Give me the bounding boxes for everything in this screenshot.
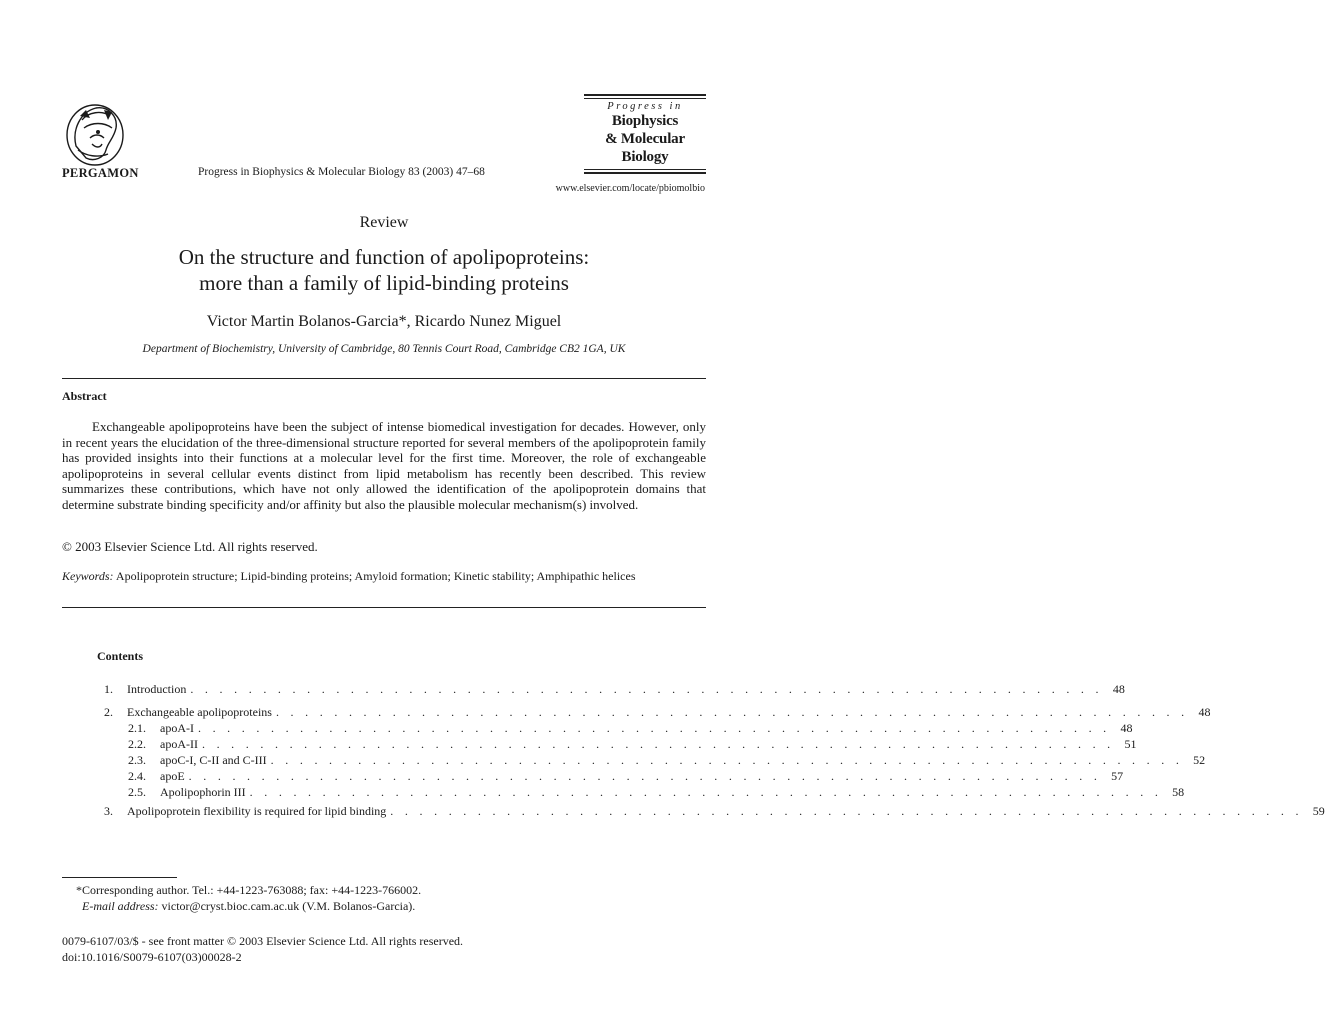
article-type: Review [359,214,409,231]
toc-entry[interactable] [97,705,1211,721]
pergamon-logo [62,98,128,168]
affiliation: Department of Biochemistry, University of Cambridge, 80 Tennis Court Road, Cambridge CB2 1GA, UK [142,343,626,355]
toc-entry[interactable] [97,721,1133,737]
toc-number: 2.1. [128,721,146,735]
journal-box-rule [584,98,706,99]
toc-page: 57 [1111,769,1124,783]
toc-page: 48 [1120,721,1133,735]
toc-page: 58 [1172,785,1185,799]
divider [62,378,706,379]
toc-leader: . . . . . . . . . . . . . . . . . . . . . . . . . . . . . . . . . . . . . . . . . . . . . . . . . . . . . . . . . . . . . . . [270,753,1184,767]
toc-entry[interactable] [97,682,1125,698]
toc-page: 51 [1124,737,1137,751]
toc-number: 2.5. [128,785,146,799]
toc-entry[interactable] [97,769,1124,785]
toc-title: apoE [160,769,185,783]
journal-url[interactable]: www.elsevier.com/locate/pbiomolbio [555,183,705,194]
journal-citation: Progress in Biophysics & Molecular Biology 83 (2003) 47–68 [198,166,485,178]
journal-box-rule [584,169,706,170]
journal-title-box [584,94,706,174]
keywords [62,569,706,584]
journal-box-line1: Biophysics [611,113,679,129]
toc-entry[interactable] [97,753,1206,769]
toc-title: Exchangeable apolipoproteins [127,705,272,719]
toc-page: 52 [1193,753,1206,767]
toc-title: Introduction [127,682,187,696]
toc-number: 1. [104,682,113,696]
journal-box-prefix: Progress in [607,101,683,112]
toc-leader: . . . . . . . . . . . . . . . . . . . . . . . . . . . . . . . . . . . . . . . . . . . . . . . . . . . . . . . . . . . . . . . [188,769,1102,783]
toc-leader: . . . . . . . . . . . . . . . . . . . . . . . . . . . . . . . . . . . . . . . . . . . . . . . . . . . . . . . . . . . . . . . [390,804,1303,818]
doi-line[interactable]: doi:10.1016/S0079-6107(03)00028-2 [62,950,242,964]
authors: Victor Martin Bolanos-Garcia*, Ricardo Nunez Miguel [206,313,562,330]
toc-number: 2.3. [128,753,146,767]
title-line-2: more than a family of lipid-binding proteins [199,271,569,295]
title-line-1: On the structure and function of apolipoproteins: [178,245,590,269]
toc-title: apoA-I [160,721,194,735]
toc-leader: . . . . . . . . . . . . . . . . . . . . . . . . . . . . . . . . . . . . . . . . . . . . . . . . . . . . . . . . . . . . . . . [190,682,1103,696]
contents-heading: Contents [97,649,144,663]
toc-title: apoC-I, C-II and C-III [160,753,267,767]
publisher-name: PERGAMON [62,166,139,180]
toc-page: 48 [1112,682,1125,696]
issn-line: 0079-6107/03/$ - see front matter © 2003 Elsevier Science Ltd. All rights reserved. [62,934,464,948]
footnote-rule [62,877,177,878]
toc-page: 59 [1312,804,1325,818]
email-value[interactable]: victor@cryst.bioc.cam.ac.uk (V.M. Bolanos-Garcia). [158,899,416,913]
toc-page: 48 [1198,705,1211,719]
toc-number: 2.4. [128,769,146,783]
email-label: E-mail address: [82,899,159,913]
journal-box-rule [584,172,706,174]
corresponding-author: *Corresponding author. Tel.: +44-1223-763088; fax: +44-1223-766002. [76,883,422,897]
keywords-text: Apolipoprotein structure; Lipid-binding proteins; Amyloid formation; Kinetic stability; Amphipathic helices [113,569,636,583]
keywords-label: Keywords: [62,569,114,583]
toc-title: Apolipoprotein flexibility is required for lipid binding [127,804,387,818]
toc-leader: . . . . . . . . . . . . . . . . . . . . . . . . . . . . . . . . . . . . . . . . . . . . . . . . . . . . . . . . . . . . . . . [201,737,1115,751]
toc-entry[interactable] [97,737,1137,753]
journal-box-line3: Biology [621,149,669,165]
abstract-heading: Abstract [62,389,107,403]
toc-number: 2. [104,705,113,719]
toc-number: 2.2. [128,737,146,751]
toc-title: apoA-II [160,737,198,751]
journal-box-line2: & Molecular [605,131,685,147]
toc-title: Apolipophorin III [160,785,246,799]
toc-entry[interactable] [97,804,1325,820]
toc-leader: . . . . . . . . . . . . . . . . . . . . . . . . . . . . . . . . . . . . . . . . . . . . . . . . . . . . . . . . . . . . . . . [197,721,1111,735]
author-email [82,899,415,914]
abstract-copyright: © 2003 Elsevier Science Ltd. All rights reserved. [62,539,318,554]
toc-entry[interactable] [97,785,1185,801]
journal-box-rule [584,94,706,96]
toc-leader: . . . . . . . . . . . . . . . . . . . . . . . . . . . . . . . . . . . . . . . . . . . . . . . . . . . . . . . . . . . . . . . [275,705,1189,719]
toc-number: 3. [104,804,113,818]
article-title [0,244,768,296]
divider [62,607,706,608]
abstract-text: Exchangeable apolipoproteins have been the subject of intense biomedical investigation for decades. However, only in recent years the elucidation of the three-dimensional structure reported for several members of the apolipoprotein family has provided insights into their functions at a molecular level for the first time. Moreover, the role of exchangeable apolipoproteins in several cellular events distinct from lipid metabolism has recently been described. This review summarizes these contributions, which have not only allowed the identification of the apolipoprotein domains that determine substrate binding specificity and/or affinity but also the plausible molecular mechanism(s) involved. [62,419,706,512]
toc-leader: . . . . . . . . . . . . . . . . . . . . . . . . . . . . . . . . . . . . . . . . . . . . . . . . . . . . . . . . . . . . . . . [249,785,1163,799]
